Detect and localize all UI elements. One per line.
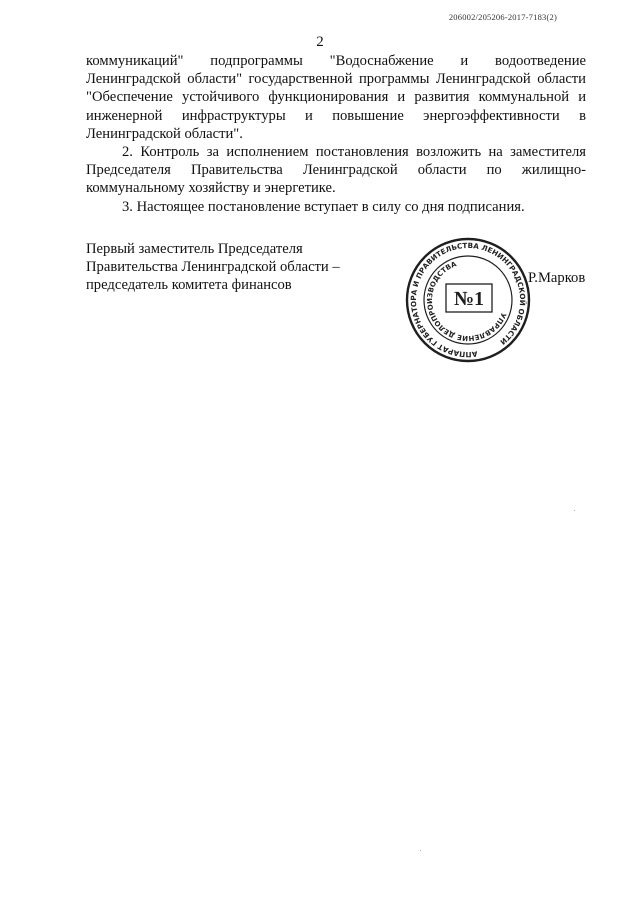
paragraph-control: 2. Контроль за исполнением постановления возложить на заместителя Председателя Правительства Ленинградской области по жилищно-коммунальному хозяйству и энергетике. <box>86 144 586 197</box>
scan-speck <box>420 850 421 851</box>
paragraph-continuation: коммуникаций" подпрограммы "Водоснабжение и водоотведение Ленинградской области" государственной программы Ленинградской области "Обеспечение устойчивого функционирования и развития коммунальной и инженерной инфраструктуры и повышение энергоэффективности в Ленинградской области". <box>86 53 586 142</box>
signer-name: Р.Марков <box>528 270 586 286</box>
document-number: 206002/205206-2017-7183(2) <box>448 12 557 22</box>
signer-title-block <box>86 240 366 295</box>
seal-outer-text: АППАРАТ ГУБЕРНАТОРА И ПРАВИТЕЛЬСТВА ЛЕНИНГРАДСКОЙ ОБЛАСТИ <box>408 240 528 360</box>
signer-title-line: Правительства Ленинградской области – <box>86 259 340 276</box>
signer-title-line: Первый заместитель Председателя <box>86 241 303 257</box>
document-body <box>86 52 586 216</box>
seal-number: №1 <box>453 288 485 310</box>
official-seal <box>404 236 532 364</box>
paragraph-effective-date: 3. Настоящее постановление вступает в силу со дня подписания. <box>122 198 525 215</box>
scan-speck <box>574 510 575 511</box>
page-number: 2 <box>316 34 324 50</box>
signer-title-line: председатель комитета финансов <box>86 277 292 294</box>
seal-inner-text: УПРАВЛЕНИЕ ДЕЛОПРОИЗВОДСТВА <box>425 260 508 343</box>
